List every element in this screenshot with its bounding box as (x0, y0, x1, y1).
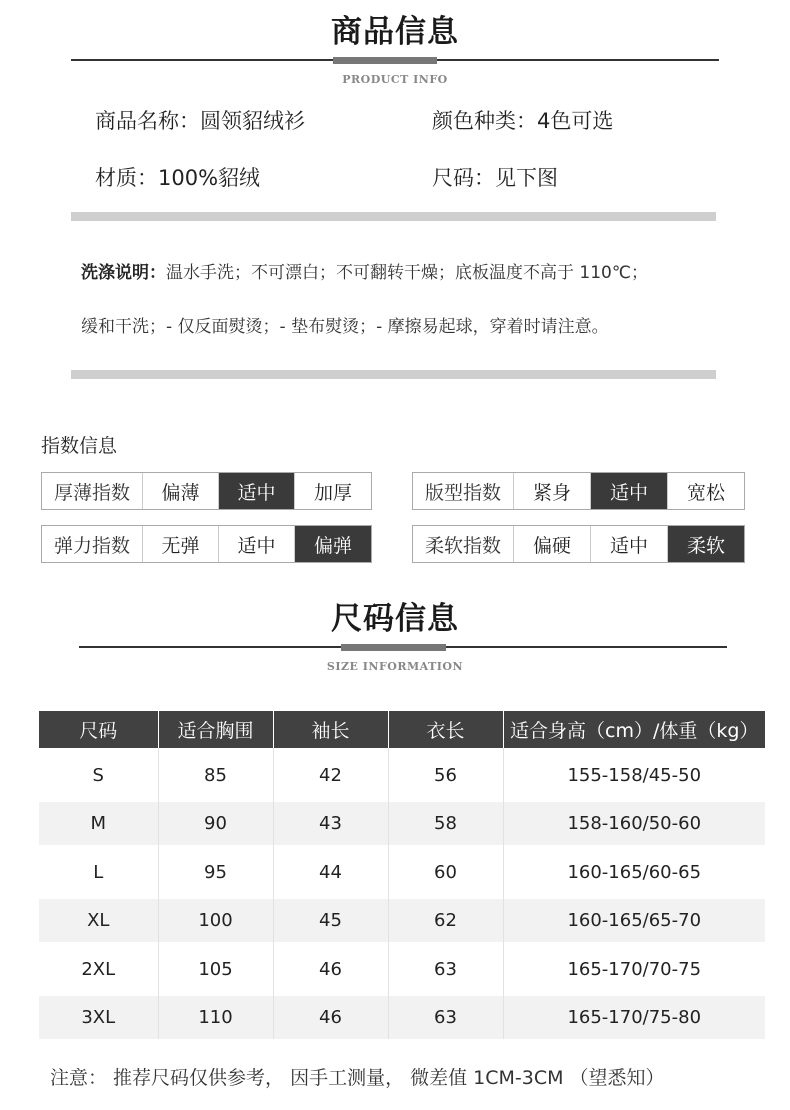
wash-line-2: 缓和干洗；- 仅反面熨烫；- 垫布熨烫；- 摩擦易起球，穿着时请注意。 (81, 317, 609, 337)
product-section-title: 商品信息 (331, 14, 459, 50)
cell-size: 3XL (39, 996, 158, 1039)
divider-bar-bottom (71, 370, 716, 379)
index-softness-option-3: 柔软 (668, 526, 744, 562)
color-count-label: 颜色种类：4色可选 (432, 109, 614, 133)
size-note: 注意： 推荐尺码仅供参考， 因手工测量， 微差值 1CM-3CM （望悉知） (50, 1067, 665, 1089)
cell-height-weight: 160-165/65-70 (503, 899, 765, 942)
index-softness (412, 525, 745, 563)
cell-length: 63 (388, 996, 503, 1039)
index-fit-option-1: 紧身 (514, 473, 591, 509)
index-thickness-option-3: 加厚 (313, 481, 352, 504)
index-thickness-option-2: 适中 (219, 473, 295, 509)
index-softness-option-1: 偏硬 (514, 526, 591, 562)
wash-line-1-text: 温水手洗；不可漂白；不可翻转干燥；底板温度不高于 110℃； (166, 263, 648, 283)
size-table (39, 711, 765, 1039)
cell-size: L (39, 845, 158, 899)
cell-length: 63 (388, 942, 503, 996)
size-section-subtitle: SIZE INFORMATION (326, 660, 464, 673)
size-table-header (39, 711, 765, 748)
index-thickness-label: 厚薄指数 (42, 473, 143, 509)
cell-sleeve: 45 (273, 899, 388, 942)
index-softness-label: 柔软指数 (413, 526, 514, 562)
cell-sleeve: 42 (273, 748, 388, 802)
cell-length: 56 (388, 748, 503, 802)
cell-bust: 90 (158, 802, 273, 845)
size-section-rule-accent (341, 644, 446, 651)
size-ref-label: 尺码：见下图 (432, 166, 558, 190)
index-fit-label: 版型指数 (413, 473, 514, 509)
table-row (39, 899, 765, 942)
cell-height-weight: 160-165/60-65 (567, 861, 702, 883)
product-section-subtitle: PRODUCT INFO (342, 73, 448, 86)
cell-size: 2XL (39, 942, 158, 996)
divider-bar-top (71, 212, 716, 221)
cell-sleeve: 43 (273, 802, 388, 845)
cell-sleeve: 46 (273, 942, 388, 996)
table-row (39, 845, 765, 899)
index-fit-option-2: 适中 (591, 473, 668, 509)
index-fit (412, 472, 745, 510)
header-height-weight: 适合身高（cm）/体重（kg） (503, 711, 765, 748)
cell-height-weight: 165-170/70-75 (567, 958, 702, 980)
index-thickness (41, 472, 372, 510)
cell-size: S (39, 748, 158, 802)
index-elasticity-option-2: 适中 (219, 526, 295, 562)
cell-height-weight: 165-170/75-80 (503, 996, 765, 1039)
cell-length: 62 (388, 899, 503, 942)
product-section-rule-accent (333, 57, 437, 64)
table-row (39, 748, 765, 802)
table-row (39, 942, 765, 996)
cell-height-weight: 158-160/50-60 (503, 802, 765, 845)
wash-heading: 洗涤说明： (81, 263, 166, 283)
cell-height-weight: 155-158/45-50 (567, 764, 702, 786)
cell-length: 58 (388, 802, 503, 845)
cell-bust: 100 (158, 899, 273, 942)
cell-size: M (39, 802, 158, 845)
index-softness-option-2: 适中 (591, 526, 668, 562)
table-row (39, 802, 765, 845)
header-length: 衣长 (388, 711, 503, 748)
index-elasticity-option-1: 无弹 (143, 526, 219, 562)
material-label: 材质：100%貂绒 (95, 166, 261, 190)
wash-line-1 (81, 258, 648, 283)
size-section-title: 尺码信息 (331, 601, 459, 637)
header-bust: 适合胸围 (158, 711, 273, 748)
cell-size: XL (39, 899, 158, 942)
cell-length: 60 (388, 845, 503, 899)
cell-sleeve: 46 (273, 996, 388, 1039)
cell-bust: 95 (158, 845, 273, 899)
header-size: 尺码 (39, 711, 158, 748)
index-fit-option-3: 宽松 (686, 481, 725, 504)
header-sleeve: 袖长 (273, 711, 388, 748)
cell-bust: 85 (158, 748, 273, 802)
index-elasticity (41, 525, 372, 563)
index-elasticity-option-3: 偏弹 (295, 526, 371, 562)
cell-sleeve: 44 (273, 845, 388, 899)
index-section-title: 指数信息 (41, 435, 118, 457)
cell-bust: 105 (158, 942, 273, 996)
index-thickness-option-1: 偏薄 (143, 473, 219, 509)
index-elasticity-label: 弹力指数 (42, 526, 143, 562)
table-row (39, 996, 765, 1039)
product-name-label: 商品名称：圆领貂绒衫 (95, 109, 305, 133)
cell-bust: 110 (158, 996, 273, 1039)
